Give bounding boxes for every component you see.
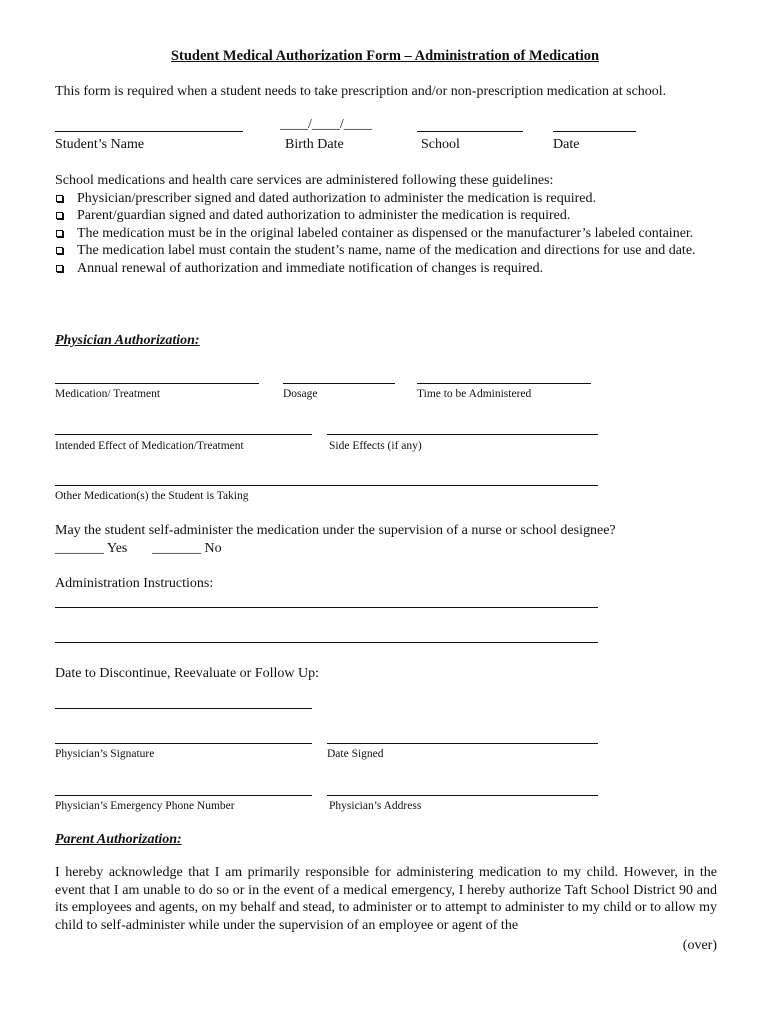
form-intro: This form is required when a student needs to take prescription and/or non-prescription medication at school.: [55, 84, 667, 99]
parent-authorization-text: I hereby acknowledge that I am primarily responsible for administering medication to my child. However, in the event that I am unable to do so or in the event of a medical emergency, I hereby authorize Taft School District 90 and its employees and agents, on my behalf and stead, to administer or to attempt to administer to my child or to allow my child to self-administer while under the supervision of an employee or agent of the: [55, 865, 717, 933]
checkbox-bullet-icon: [56, 212, 63, 219]
physician-authorization-heading: Physician Authorization:: [55, 333, 200, 348]
list-item: Physician/prescriber signed and dated authorization to administer the medication is required.: [55, 190, 717, 208]
date-line[interactable]: [553, 131, 636, 132]
admin-instructions-label: Administration Instructions:: [55, 576, 214, 591]
side-effects-label: Side Effects (if any): [329, 440, 422, 452]
medication-line[interactable]: [55, 383, 259, 384]
school-line[interactable]: [417, 131, 523, 132]
checkbox-bullet-icon: [56, 195, 63, 202]
form-title: Student Medical Authorization Form – Administration of Medication: [170, 48, 600, 64]
other-meds-label: Other Medication(s) the Student is Taking: [55, 490, 249, 502]
emergency-phone-line[interactable]: [55, 795, 312, 796]
discontinue-label: Date to Discontinue, Reevaluate or Follow Up:: [55, 666, 319, 681]
date-label: Date: [553, 137, 580, 152]
checkbox-bullet-icon: [56, 247, 63, 254]
medication-label: Medication/ Treatment: [55, 388, 161, 400]
checkbox-bullet-icon: [56, 230, 63, 237]
dosage-line[interactable]: [283, 383, 395, 384]
birth-date-label: Birth Date: [285, 137, 344, 152]
emergency-phone-label: Physician’s Emergency Phone Number: [55, 800, 235, 812]
self-administer-question: May the student self-administer the medication under the supervision of a nurse or school designee?: [55, 523, 616, 538]
checkbox-bullet-icon: [56, 265, 63, 272]
intended-effect-label: Intended Effect of Medication/Treatment: [55, 440, 244, 452]
guidelines: [55, 172, 717, 277]
birth-date-blank[interactable]: ____/____/____: [280, 117, 372, 132]
list-item: Parent/guardian signed and dated authorization to administer the medication is required.: [55, 207, 717, 225]
list-item: Annual renewal of authorization and immediate notification of changes is required.: [55, 260, 717, 278]
school-label: School: [421, 137, 460, 152]
parent-authorization-heading: Parent Authorization:: [55, 832, 182, 847]
signature-label: Physician’s Signature: [55, 748, 155, 760]
address-label: Physician’s Address: [329, 800, 422, 812]
signature-line[interactable]: [55, 743, 312, 744]
date-signed-label: Date Signed: [327, 748, 384, 760]
time-label: Time to be Administered: [417, 388, 532, 400]
list-item: The medication must be in the original labeled container as dispensed or the manufacturer’s labeled container.: [55, 225, 717, 243]
self-administer-yes[interactable]: _______ Yes: [55, 541, 128, 556]
discontinue-line[interactable]: [55, 708, 312, 709]
admin-instructions-line-2[interactable]: [55, 642, 598, 643]
date-signed-line[interactable]: [327, 743, 598, 744]
time-line[interactable]: [417, 383, 591, 384]
guidelines-list: [55, 190, 717, 278]
student-name-label: Student’s Name: [55, 137, 145, 152]
student-name-line[interactable]: [55, 131, 243, 132]
self-administer-no[interactable]: _______ No: [152, 541, 222, 556]
address-line[interactable]: [327, 795, 598, 796]
over-note: (over): [682, 938, 717, 953]
list-item: The medication label must contain the student’s name, name of the medication and directions for use and date.: [55, 242, 717, 260]
dosage-label: Dosage: [283, 388, 318, 400]
intended-effect-line[interactable]: [55, 434, 312, 435]
guidelines-heading: School medications and health care services are administered following these guidelines:: [55, 173, 554, 188]
other-meds-line[interactable]: [55, 485, 598, 486]
admin-instructions-line-1[interactable]: [55, 607, 598, 608]
side-effects-line[interactable]: [327, 434, 598, 435]
